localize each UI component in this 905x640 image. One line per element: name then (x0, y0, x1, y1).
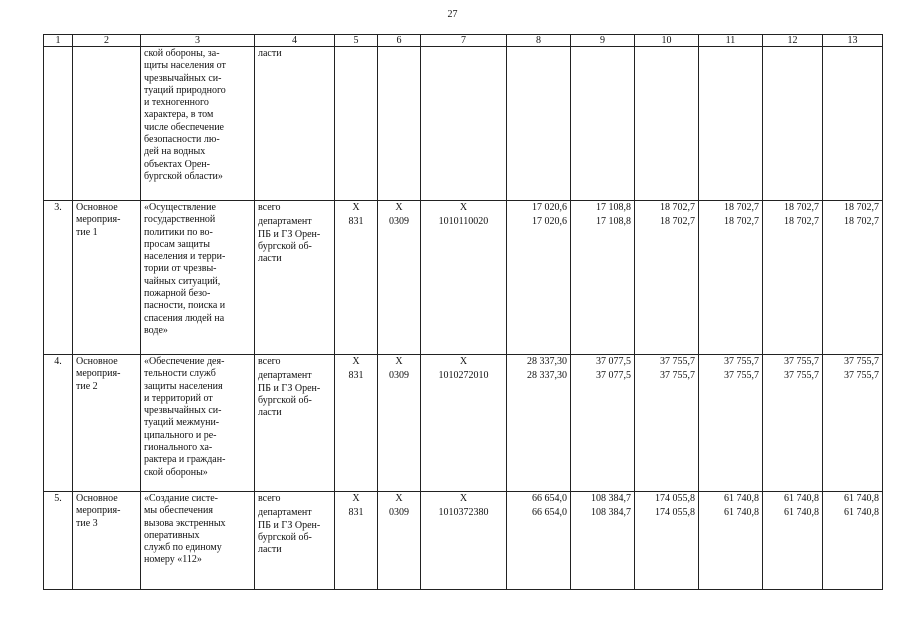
grbs-cell: Х 831 (335, 201, 378, 355)
grbs-cell: Х 831 (335, 492, 378, 590)
header-cell: 2 (73, 35, 141, 47)
table-cell (507, 47, 571, 201)
header-cell: 3 (141, 35, 255, 47)
header-cell: 12 (763, 35, 823, 47)
amount-cell: 37 077,5 37 077,5 (571, 355, 635, 492)
header-cell: 6 (378, 35, 421, 47)
table-cell (378, 47, 421, 201)
budget-table (43, 34, 883, 590)
event-type: Основное мероприя- тие 3 (73, 492, 141, 590)
event-name: «Осуществление государственной политики по во- просам защиты населения и терри- тории от чрезвы- чайных ситуаций, пожарной безо- пасности, поиска и спасения людей на воде» (141, 201, 255, 355)
executor-cell (255, 201, 335, 355)
amount-cell: 18 702,7 18 702,7 (763, 201, 823, 355)
amount-cell: 37 755,7 37 755,7 (635, 355, 699, 492)
executor-name: департамент ПБ и ГЗ Орен- бургской об- ласти (258, 507, 321, 556)
header-row (44, 35, 883, 47)
table-cell (335, 47, 378, 201)
grbs-cell: Х 831 (335, 355, 378, 492)
header-cell: 7 (421, 35, 507, 47)
amount-cell: 37 755,7 37 755,7 (699, 355, 763, 492)
csr-cell: Х 1010272010 (421, 355, 507, 492)
table-row (44, 355, 883, 492)
executor-total-label: всего (258, 202, 281, 213)
row-number: 4. (44, 355, 73, 492)
rzpr-cell: Х 0309 (378, 355, 421, 492)
amount-cell: 18 702,7 18 702,7 (635, 201, 699, 355)
amount-cell: 174 055,8 174 055,8 (635, 492, 699, 590)
table-cell (73, 47, 141, 201)
event-type: Основное мероприя- тие 2 (73, 355, 141, 492)
amount-cell: 28 337,30 28 337,30 (507, 355, 571, 492)
amount-cell: 61 740,8 61 740,8 (763, 492, 823, 590)
amount-cell: 61 740,8 61 740,8 (823, 492, 883, 590)
amount-cell: 17 108,8 17 108,8 (571, 201, 635, 355)
table-row (44, 201, 883, 355)
header-cell: 9 (571, 35, 635, 47)
csr-cell: Х 1010110020 (421, 201, 507, 355)
continuation-event-name: ской обороны, за- щиты населения от чрезвычайных си- туаций природного и техногенного характера, в том числе обеспечение безопасности лю- дей на водных объектах Орен- бургской области» (141, 47, 255, 201)
amount-cell: 66 654,0 66 654,0 (507, 492, 571, 590)
header-cell: 4 (255, 35, 335, 47)
continuation-row (44, 47, 883, 201)
rzpr-cell: Х 0309 (378, 201, 421, 355)
table-cell (635, 47, 699, 201)
header-cell: 1 (44, 35, 73, 47)
continuation-executor: ласти (255, 47, 335, 201)
executor-cell (255, 355, 335, 492)
executor-name: департамент ПБ и ГЗ Орен- бургской об- ласти (258, 370, 321, 419)
row-number: 5. (44, 492, 73, 590)
event-name: «Обеспечение дея- тельности служб защиты населения и территорий от чрезвычайных си- туаций межмуни- ципального и ре- гионального ха- рактера и граждан- ской обороны» (141, 355, 255, 492)
event-name: «Создание систе- мы обеспечения вызова экстренных оперативных служб по единому номеру «112» (141, 492, 255, 590)
header-cell: 11 (699, 35, 763, 47)
amount-cell: 108 384,7 108 384,7 (571, 492, 635, 590)
rzpr-cell: Х 0309 (378, 492, 421, 590)
header-cell: 10 (635, 35, 699, 47)
header-cell: 5 (335, 35, 378, 47)
executor-cell (255, 492, 335, 590)
table-cell (763, 47, 823, 201)
header-cell: 13 (823, 35, 883, 47)
table-cell (44, 47, 73, 201)
amount-cell: 18 702,7 18 702,7 (823, 201, 883, 355)
event-type: Основное мероприя- тие 1 (73, 201, 141, 355)
row-number: 3. (44, 201, 73, 355)
executor-total-label: всего (258, 356, 281, 367)
executor-name: департамент ПБ и ГЗ Орен- бургской об- ласти (258, 216, 321, 265)
amount-cell: 37 755,7 37 755,7 (763, 355, 823, 492)
executor-total-label: всего (258, 493, 281, 504)
table-cell (421, 47, 507, 201)
table-cell (699, 47, 763, 201)
csr-cell: Х 1010372380 (421, 492, 507, 590)
header-cell: 8 (507, 35, 571, 47)
table-cell (571, 47, 635, 201)
table-row (44, 492, 883, 590)
amount-cell: 18 702,7 18 702,7 (699, 201, 763, 355)
page-number: 27 (447, 9, 458, 20)
amount-cell: 61 740,8 61 740,8 (699, 492, 763, 590)
table-cell (823, 47, 883, 201)
amount-cell: 37 755,7 37 755,7 (823, 355, 883, 492)
amount-cell: 17 020,6 17 020,6 (507, 201, 571, 355)
